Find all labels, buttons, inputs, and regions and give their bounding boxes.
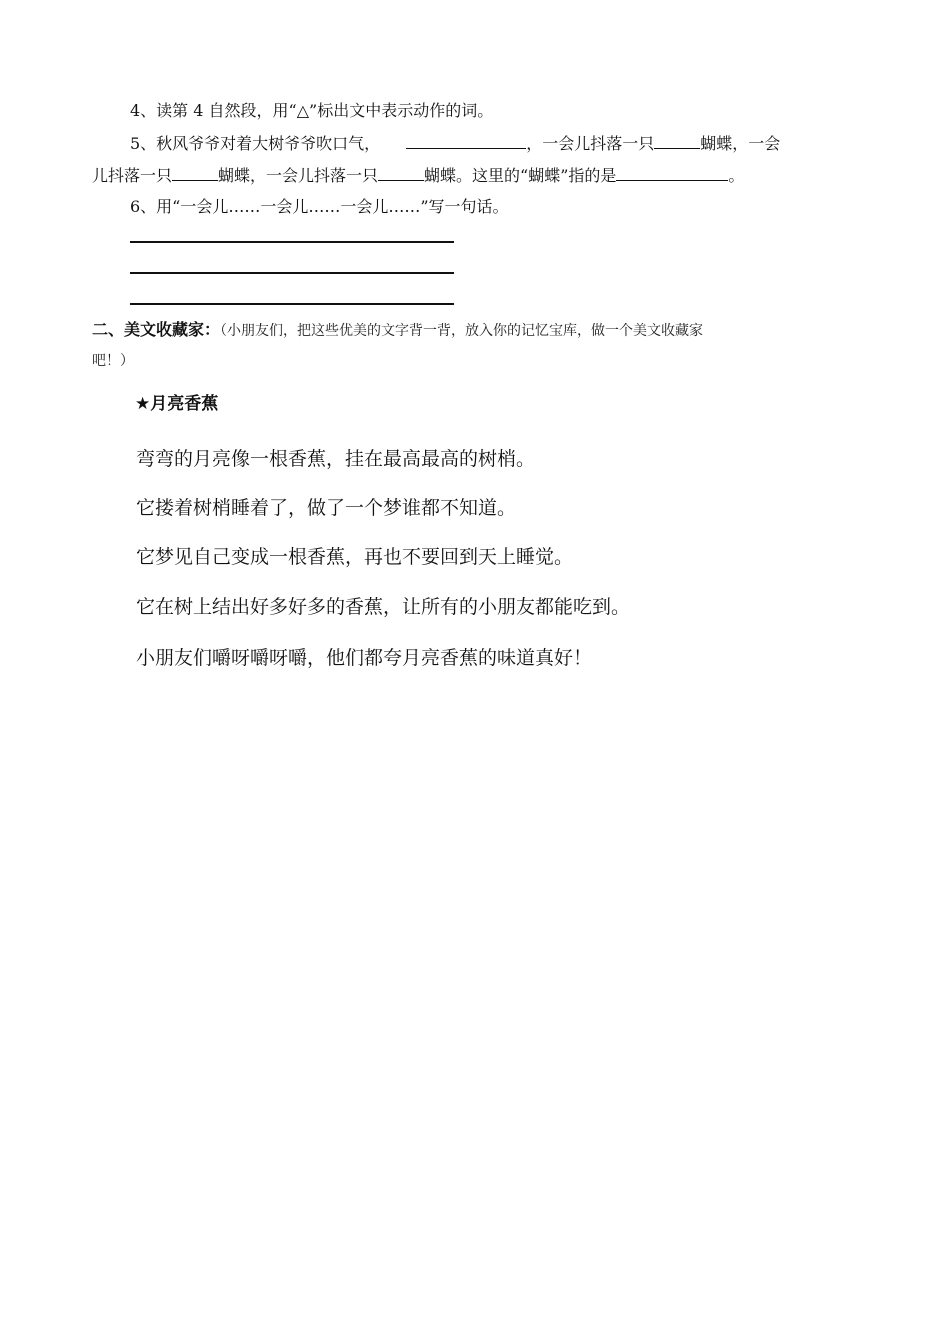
answer-blank-5[interactable]	[616, 164, 728, 181]
question-5-line-1	[130, 132, 860, 155]
question-5-text-6: 蝴蝶。这里的“蝴蝶”指的是	[424, 166, 617, 185]
section-2-header	[92, 319, 862, 342]
section-2-note-end: 吧！）	[92, 353, 134, 369]
poem-title: ★月亮香蕉	[135, 394, 219, 414]
question-5-text-7: 。	[728, 166, 745, 185]
question-5-text-1: 5、秋风爷爷对着大树爷爷吹口气，	[130, 134, 381, 153]
poem-line-2: 它搂着树梢睡着了，做了一个梦谁都不知道。	[136, 497, 517, 519]
question-5-text-3: 蝴蝶，一会	[700, 134, 781, 153]
question-5-line-2	[92, 164, 862, 187]
question-4: 4、读第 4 自然段，用“△”标出文中表示动作的词。	[130, 101, 494, 120]
section-2-note-continued	[92, 349, 862, 372]
section-2-title: 二、美文收藏家：	[92, 320, 221, 339]
answer-line-3[interactable]	[130, 303, 454, 305]
answer-line-1[interactable]	[130, 241, 454, 243]
answer-blank-3[interactable]	[172, 164, 218, 181]
poem-line-1: 弯弯的月亮像一根香蕉，挂在最高最高的树梢。	[136, 448, 536, 470]
question-6: 6、用“一会儿……一会儿……一会儿……”写一句话。	[130, 197, 509, 216]
answer-blank-4[interactable]	[378, 164, 424, 181]
question-5-text-4: 儿抖落一只	[92, 166, 173, 185]
answer-blank-1[interactable]	[406, 132, 526, 149]
answer-line-2[interactable]	[130, 272, 454, 274]
question-5-text-5: 蝴蝶，一会儿抖落一只	[218, 166, 379, 185]
answer-blank-2[interactable]	[654, 132, 700, 149]
question-5-text-2: ，一会儿抖落一只	[526, 134, 655, 153]
poem-line-4: 它在树上结出好多好多的香蕉，让所有的小朋友都能吃到。	[136, 596, 631, 618]
section-2-note: （小朋友们，把这些优美的文字背一背，放入你的记忆宝库，做一个美文收藏家	[220, 323, 704, 339]
poem-line-5: 小朋友们嚼呀嚼呀嚼，他们都夸月亮香蕉的味道真好！	[136, 647, 593, 669]
poem-line-3: 它梦见自己变成一根香蕉，再也不要回到天上睡觉。	[136, 546, 574, 568]
